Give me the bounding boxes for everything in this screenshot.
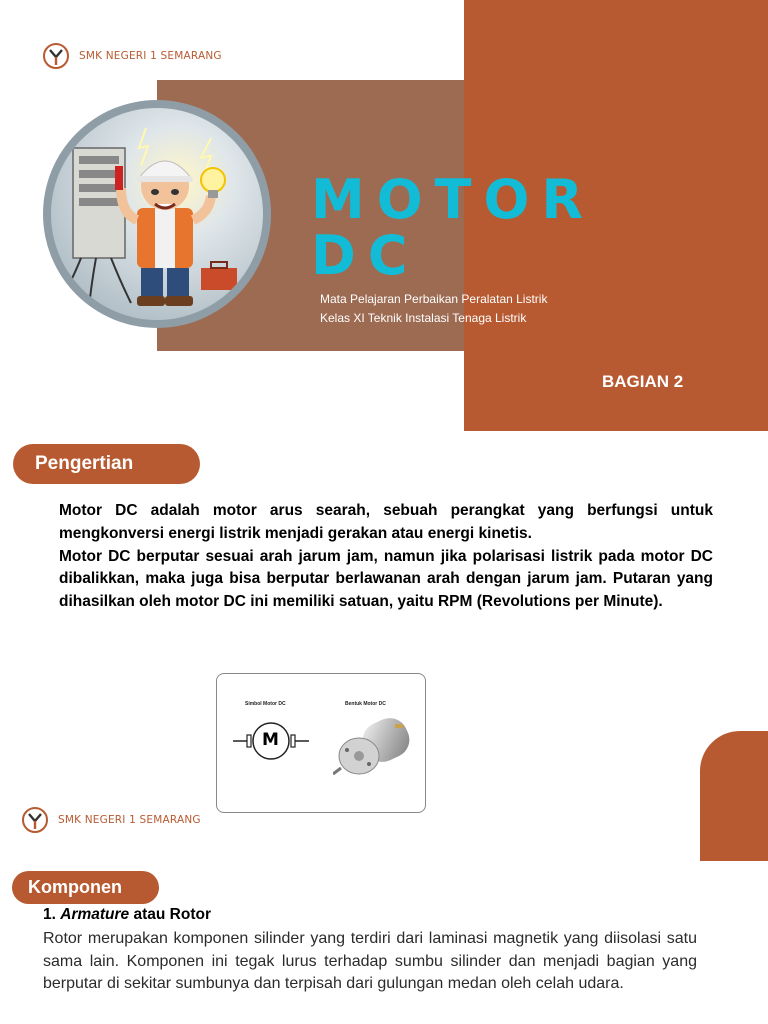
title-line-2: DC <box>311 224 420 287</box>
subtitle <box>320 290 547 328</box>
electrician-cartoon-icon <box>51 108 263 320</box>
pengertian-heading-text: Pengertian <box>35 453 134 474</box>
motor-symbol-letter: M <box>262 730 279 750</box>
component-item-italic: Armature <box>60 906 130 923</box>
pengertian-body <box>59 500 713 614</box>
pengertian-heading <box>13 444 200 484</box>
page-title <box>311 168 595 287</box>
component-item-title <box>43 906 211 924</box>
school-name: SMK NEGERI 1 SEMARANG <box>79 50 222 62</box>
subtitle-class: Kelas XI Teknik Instalasi Tenaga Listrik <box>320 311 527 325</box>
motor-photo-icon <box>333 710 417 780</box>
electrician-illustration <box>43 100 271 328</box>
school-logo-top <box>43 43 222 69</box>
komponen-heading-text: Komponen <box>28 877 122 897</box>
shape-label: Bentuk Motor DC <box>345 701 386 707</box>
school-emblem-icon <box>22 807 48 833</box>
title-line-1: MOTOR <box>311 168 595 231</box>
subtitle-subject: Mata Pelajaran Perbaikan Peralatan Listrik <box>320 292 548 306</box>
motor-dc-figure <box>216 673 426 813</box>
school-emblem-icon <box>43 43 69 69</box>
komponen-heading <box>12 871 159 904</box>
component-item-rest: atau Rotor <box>133 906 211 923</box>
section-label: BAGIAN 2 <box>602 372 684 391</box>
component-item-body: Rotor merupakan komponen silinder yang terdiri dari laminasi magnetik yang diisolasi satu sama lain. Komponen ini tegak lurus terhadap sumbu silinder dan menjadi bagian yang berputar di sekitar sumbunya dan terpisah dari gulungan medan oleh celah udara. <box>43 930 697 992</box>
school-logo-bottom <box>22 807 201 833</box>
school-name: SMK NEGERI 1 SEMARANG <box>58 814 201 826</box>
pengertian-paragraph-1: Motor DC adalah motor arus searah, sebuah perangkat yang berfungsi untuk mengkonversi energi listrik menjadi gerakan atau energi kinetis. <box>59 502 713 542</box>
pengertian-paragraph-2: Motor DC berputar sesuai arah jarum jam, namun jika polarisasi listrik pada motor DC dibalikkan, maka juga bisa berputar berlawanan arah dengan jarum jam. Putaran yang dihasilkan oleh motor DC ini memiliki satuan, yaitu RPM (Revolutions per Minute). <box>59 547 713 611</box>
component-item-number: 1. <box>43 906 56 923</box>
decorative-side-tab <box>700 731 768 861</box>
symbol-label: Simbol Motor DC <box>245 701 286 707</box>
